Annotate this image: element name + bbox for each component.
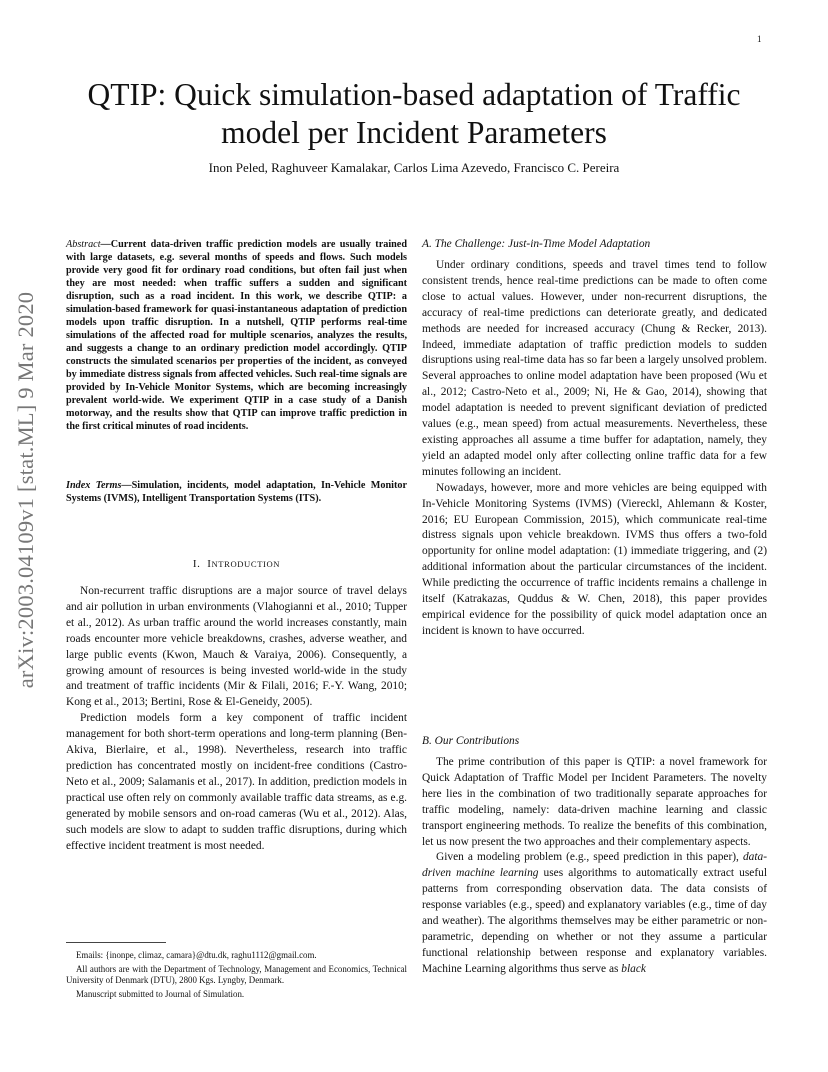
- introduction-body: [66, 584, 407, 854]
- abstract-text: —Current data-driven traffic prediction models are usually trained with large datasets, e.g. several months of speeds and flows. Such models provide very good fit for ordinary road conditions, but often fail just when they are most needed: when traffic suffers a sudden and significant disruption, such as a road incident. In this work, we describe QTIP: a simulation-based framework for quasi-instantaneous adaptation of prediction models upon traffic disruption. In a nutshell, QTIP performs real-time simulations of the affected road for multiple scenarios, analyzes the results, and suggests a change to an ordinary prediction model accordingly. QTIP constructs the simulated scenarios per properties of the incident, as conveyed by immediate distress signals from affected vehicles. Such real-time signals are provided by In-Vehicle Monitor Systems, which are becoming increasingly prevalent world-wide. We experiment QTIP in a case study of a Danish motorway, and the results show that QTIP can improve traffic prediction in the first critical minutes of road incidents.: [66, 239, 407, 432]
- index-terms-text: —Simulation, incidents, model adaptation, In-Vehicle Monitor Systems (IVMS), Intelligent Transportation Systems (ITS).: [66, 480, 407, 504]
- contributions-body: [422, 755, 767, 978]
- author-list: Inon Peled, Raghuveer Kamalakar, Carlos Lima Azevedo, Francisco C. Pereira: [208, 160, 620, 175]
- abstract: [66, 238, 407, 433]
- arxiv-identifier: arXiv:2003.04109v1 [stat.ML] 9 Mar 2020: [13, 291, 38, 689]
- footnotes: [66, 950, 407, 1002]
- footnote-submission: Manuscript submitted to Journal of Simulation.: [76, 988, 245, 999]
- subsection-heading-challenge: A. The Challenge: Just-in-Time Model Adaptation: [422, 238, 651, 250]
- page-number: 1: [757, 34, 762, 44]
- index-terms-label: Index Terms: [66, 480, 122, 491]
- challenge-paragraph-1: Under ordinary conditions, speeds and travel times tend to follow consistent trends, hence real-time predictions can be made to often come close to actual values. However, under non-recurrent disruptions, the accuracy of real-time predictions can deteriorate greatly, and dedicated methods are needed for increased accuracy (Chung & Recker, 2013). Indeed, immediate adaptation of traffic prediction models to sudden disruptions using real-time data has so far been a largely unsolved problem. Several approaches to online model adaptation have been proposed (Wu et al., 2012; Castro-Neto et al., 2009; Ni, He & Gao, 2014), showing that model adaptation is needed to prevent significant deviation of predicted values (e.g., mean speed) from actual measurements. Nevertheless, these existing approaches all assume a time buffer for adaptation, namely, they yield an adapted model only after collecting online traffic data for a few minutes following an incident.: [422, 259, 767, 478]
- index-terms: [66, 479, 407, 505]
- footnote-emails: Emails: {inonpe, climaz, camara}@dtu.dk, raghu1112@gmail.com.: [76, 950, 317, 960]
- contributions-paragraph-1: The prime contribution of this paper is QTIP: a novel framework for Quick Adaptation of Traffic Model per Incident Parameters. The novelty here lies in the combination of two traditionally separate approaches for traffic modeling, namely: data-driven machine learning and classic transport engineering methods. To realize the benefits of this combination, let us now present the two approaches and their complementary aspects.: [422, 756, 767, 848]
- subsection-heading-contributions: B. Our Contributions: [422, 735, 520, 747]
- abstract-label: Abstract: [66, 239, 101, 250]
- footnote-affiliation: All authors are with the Department of Technology, Management and Economics, Technical University of Denmark (DTU), 2800 Kgs. Lyngby, Denmark.: [66, 963, 407, 986]
- intro-paragraph-2: Prediction models form a key component of traffic incident management for both short-term operations and long-term planning (Ben-Akiva, Bierlaire, et al., 1998). Nevertheless, research into traffic prediction has concentrated mostly on incident-free conditions (Castro-Neto et al., 2009; Salamanis et al., 2017). In addition, prediction models in practical use often rely on commonly available traffic data streams, as e.g. generated by mobile sensors and on-road cameras (Wu et al., 2012). Alas, such models are slow to adapt to sudden traffic disruptions, during which effective incident treatment is most needed.: [66, 712, 407, 852]
- section-heading-introduction: I. INTRODUCTION: [192, 558, 281, 570]
- challenge-paragraph-2: Nowadays, however, more and more vehicles are being equipped with In-Vehicle Monitoring Systems (IVMS) (Viereckl, Ahlemann & Koster, 2016; EU European Commission, 2015), which communicate real-time distress signals upon vehicle breakdown. IVMS thus offers a two-fold opportunity for online model adaptation: (1) immediate triggering, and (2) additional information about the particular circumstances of the incident. While predicting the occurrence of traffic incidents remains a challenge in itself (Katrakazas, Quddus & W. Chen, 2018), this paper provides empirical evidence for the possibility of quick model adaptation once an incident is known to have occurred.: [422, 481, 767, 637]
- contributions-paragraph-2: Given a modeling problem (e.g., speed prediction in this paper), data-driven machine learning uses algorithms to automatically extract useful patterns from corresponding observation data. The data consists of response variables (e.g., speed) and explanatory variables (e.g., time of day and weather). The algorithms themselves may be either parametric or non-parametric, depending on whether or not they assume a particular functional relationship between response and explanatory variables. Machine Learning algorithms thus serve as black: [422, 851, 767, 975]
- footnote-rule: [66, 942, 166, 943]
- paper-title: QTIP: Quick simulation-based adaptation of Traffic model per Incident Parameters: [87, 77, 741, 150]
- challenge-body: [422, 258, 767, 640]
- intro-paragraph-1: Non-recurrent traffic disruptions are a major source of travel delays and air pollution in urban environments (Vlahogianni et al., 2010; Tupper et al., 2012). As urban traffic around the world increases constantly, main roads encounter more vehicle breakdowns, crashes, adverse weather, and large public events (Kwon, Mauch & Varaiya, 2006). Consequently, a growing amount of resources is being invested world-wide in the study and treatment of traffic incidents (Mir & Filali, 2016; F.-Y. Wang, 2010; Kong et al., 2013; Bertini, Rose & El-Geneidy, 2005).: [66, 585, 407, 709]
